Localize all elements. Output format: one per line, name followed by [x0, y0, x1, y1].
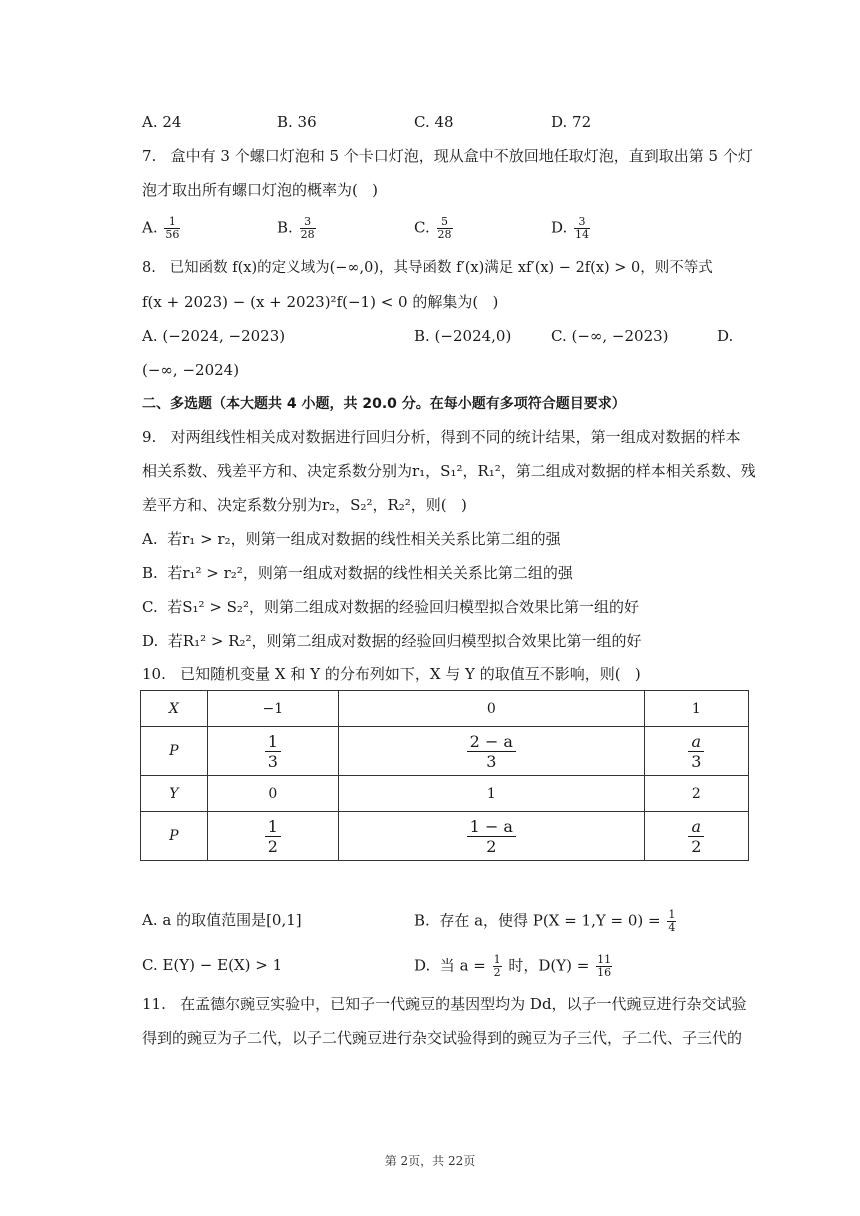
q6-option-b: B. 36 — [277, 113, 317, 131]
table-cell: $\frac{1}{3}$ — [207, 727, 338, 776]
table-cell: $\frac{2 - a}{3}$ — [339, 727, 645, 776]
q7-option-d: D. $\frac{3}{14}$ — [551, 215, 590, 241]
q8-option-d-value: (−∞, −2024) — [142, 361, 240, 379]
table-cell: −1 — [207, 691, 338, 727]
q6-option-c: C. 48 — [414, 113, 454, 131]
q7-option-c-fraction: $\frac{5}{28}$ — [437, 215, 452, 241]
q7-option-c: C. $\frac{5}{28}$ — [414, 215, 452, 241]
q11-stem-line2: 得到的豌豆为子二代，以子二代豌豆进行杂交试验得到的豌豆为子三代，子二代、子三代的 — [142, 1029, 743, 1047]
table-cell: $\frac{a}{2}$ — [644, 812, 748, 861]
q8-option-a: A. (−2024, −2023) — [142, 327, 286, 345]
q11-stem-line1: 11. 在孟德尔豌豆实验中，已知子一代豌豆的基因型均为 Dd，以子一代豌豆进行杂交试验 — [142, 995, 747, 1013]
q10-option-b-fraction: $\frac{1}{4}$ — [668, 908, 676, 934]
q8-stem-line1: 8. 已知函数 f(x)的定义域为(−∞,0)，其导函数 f′(x)满足 xf′(x) − 2f(x) > 0，则不等式 — [142, 260, 713, 276]
page-number: 第 2页，共 22页 — [384, 1154, 476, 1168]
q10-option-d-fraction-a: $\frac{1}{2}$ — [493, 953, 501, 979]
q9-option-b: B. 若r₁² > r₂²，则第一组成对数据的线性相关关系比第二组的强 — [142, 564, 573, 582]
table-cell: P — [141, 727, 208, 776]
q9-option-a: A. 若r₁ > r₂，则第一组成对数据的线性相关关系比第二组的强 — [142, 530, 561, 548]
table-cell: 1 — [339, 776, 645, 812]
q10-option-b: B. 存在 a，使得 P(X = 1,Y = 0) = $\frac{1}{4}$ — [414, 908, 676, 934]
table-row-px — [141, 727, 749, 776]
q6-option-a: A. 24 — [142, 113, 182, 131]
q7-option-b: B. $\frac{3}{28}$ — [277, 215, 315, 241]
q10-option-a: A. a 的取值范围是[0,1] — [142, 911, 302, 929]
table-row-py — [141, 812, 749, 861]
table-cell: 0 — [207, 776, 338, 812]
q6-option-d: D. 72 — [551, 113, 592, 131]
table-cell: $\frac{a}{3}$ — [644, 727, 748, 776]
table-cell: 0 — [339, 691, 645, 727]
table-row-y — [141, 776, 749, 812]
q7-stem-line2: 泡才取出所有螺口灯泡的概率为( ) — [142, 181, 379, 199]
q8-option-b: B. (−2024,0) — [414, 327, 512, 345]
q10-option-d: D. 当 a = $\frac{1}{2}$ 时，D(Y) = $\frac{11}{16}$ — [414, 953, 612, 979]
q9-option-c: C. 若S₁² > S₂²，则第二组成对数据的经验回归模型拟合效果比第一组的好 — [142, 598, 639, 616]
table-cell: X — [141, 691, 208, 727]
section-heading: 二、多选题（本大题共 4 小题，共 20.0 分。在每小题有多项符合题目要求） — [142, 396, 626, 412]
table-cell: $\frac{1}{2}$ — [207, 812, 338, 861]
table-cell: 2 — [644, 776, 748, 812]
q9-stem-line2: 相关系数、残差平方和、决定系数分别为r₁，S₁²，R₁²，第二组成对数据的样本相关系数、残 — [142, 462, 756, 480]
q8-option-c: C. (−∞, −2023) — [551, 327, 669, 345]
q7-stem-line1: 7. 盒中有 3 个螺口灯泡和 5 个卡口灯泡，现从盒中不放回地任取灯泡，直到取出第 5 个灯 — [142, 147, 753, 165]
q7-option-d-fraction: $\frac{3}{14}$ — [575, 215, 590, 241]
q9-stem-line1: 9. 对两组线性相关成对数据进行回归分析，得到不同的统计结果，第一组成对数据的样本 — [142, 428, 741, 446]
q7-option-b-fraction: $\frac{3}{28}$ — [300, 215, 315, 241]
distribution-table — [140, 690, 749, 861]
table-cell: P — [141, 812, 208, 861]
table-cell: Y — [141, 776, 208, 812]
q8-option-d-label: D. — [717, 327, 734, 345]
table-cell: $\frac{1 - a}{2}$ — [339, 812, 645, 861]
table-row-x — [141, 691, 749, 727]
q8-stem-line2: f(x + 2023) − (x + 2023)²f(−1) < 0 的解集为( ) — [142, 293, 499, 311]
q9-stem-line3: 差平方和、决定系数分别为r₂，S₂²，R₂²，则( ) — [142, 496, 467, 514]
q9-option-d: D. 若R₁² > R₂²，则第二组成对数据的经验回归模型拟合效果比第一组的好 — [142, 632, 642, 650]
q10-option-d-fraction-dy: $\frac{11}{16}$ — [597, 953, 612, 979]
table-cell: 1 — [644, 691, 748, 727]
q7-option-a-fraction: $\frac{1}{56}$ — [165, 215, 180, 241]
q7-option-a: A. $\frac{1}{56}$ — [142, 215, 180, 241]
q10-stem: 10. 已知随机变量 X 和 Y 的分布列如下，X 与 Y 的取值互不影响，则( ) — [142, 665, 641, 683]
q10-option-c: C. E(Y) − E(X) > 1 — [142, 956, 283, 974]
